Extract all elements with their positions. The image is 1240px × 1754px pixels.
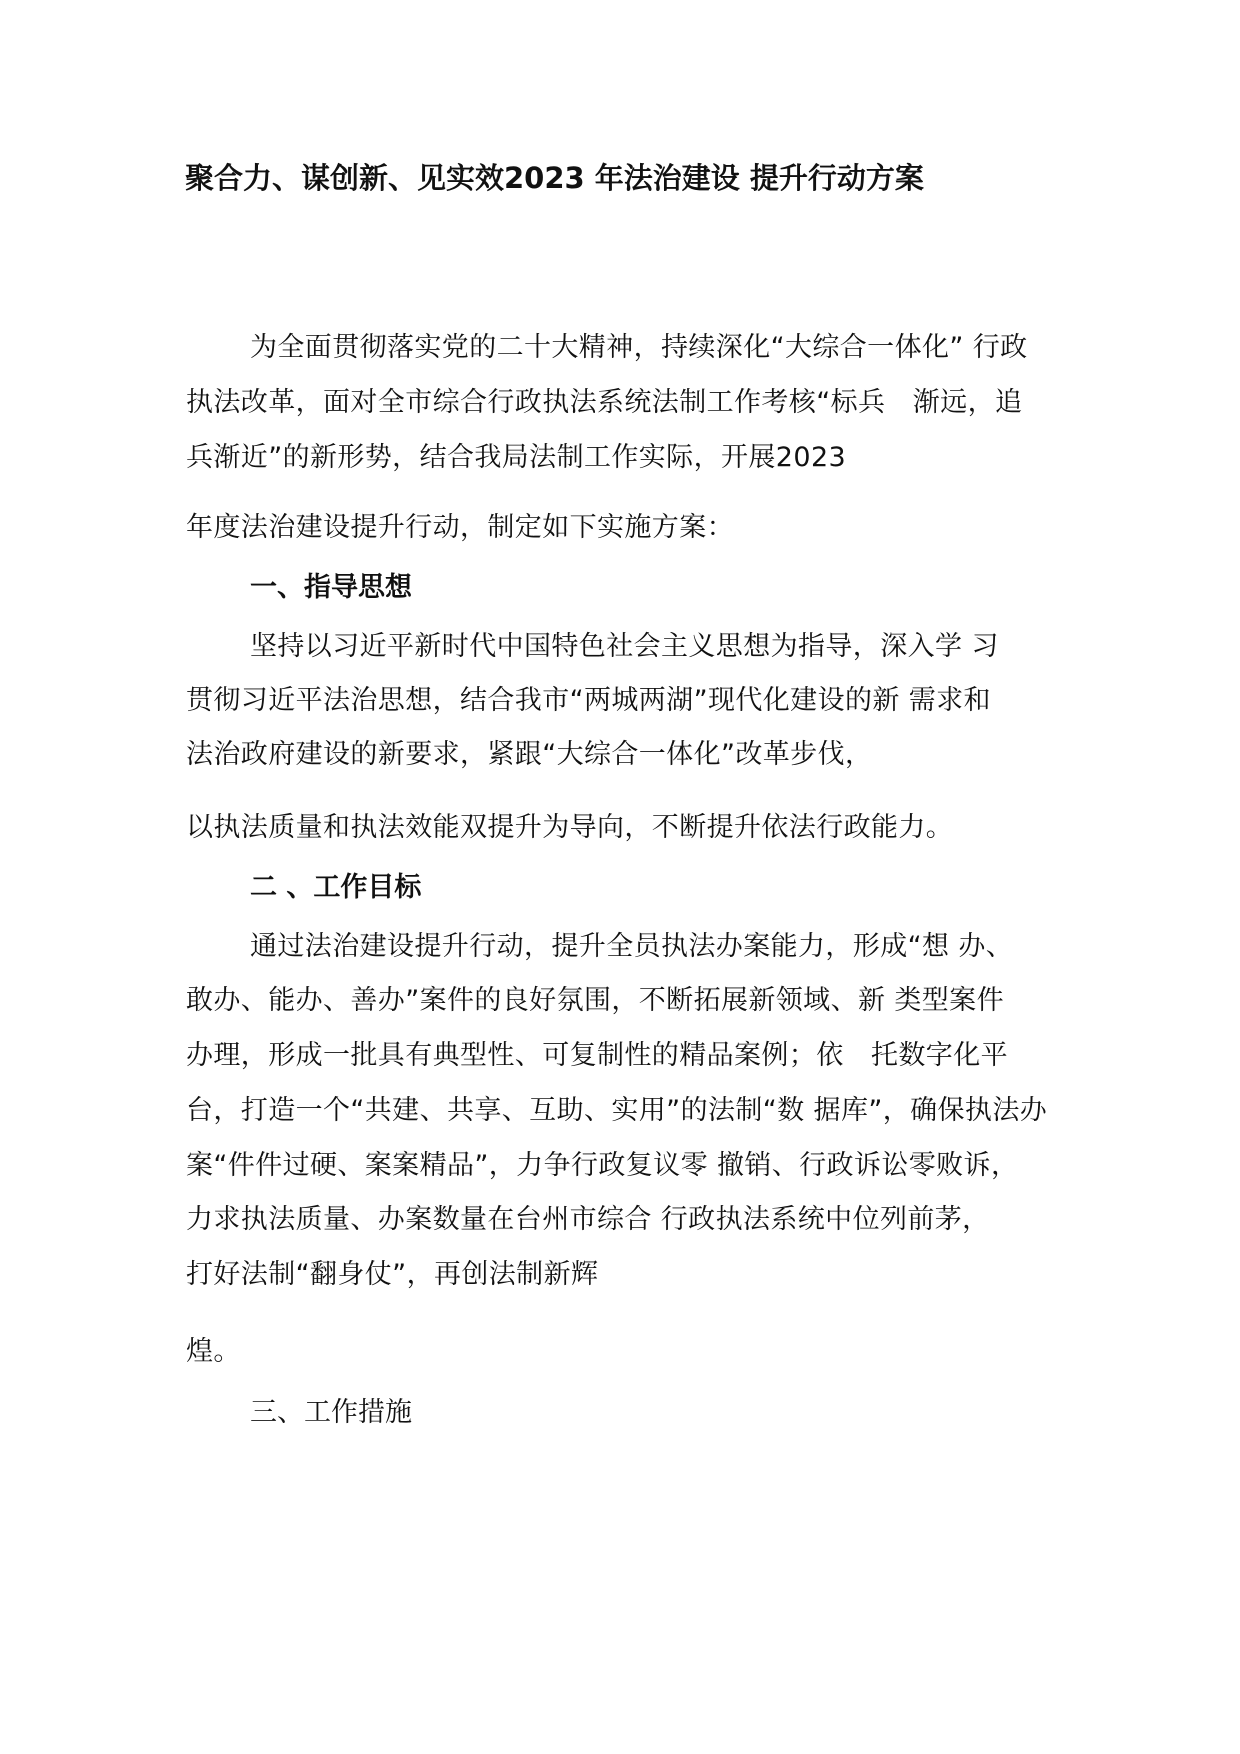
section2-line-7: 打好法制“翻身仗”，再创法制新辉 bbox=[186, 1259, 599, 1290]
document-title: 聚合力、谋创新、见实效2023 年法治建设 提升行动方案 bbox=[185, 161, 924, 195]
section-heading-guiding-ideology: 一、指导思想 bbox=[250, 572, 412, 603]
intro-line-2: 执法改革，面对全市综合行政执法系统法制工作考核“标兵 渐远，追 bbox=[186, 387, 1023, 418]
section1-line-2: 贯彻习近平法治思想，结合我市“两城两湖”现代化建设的新 需求和 bbox=[186, 685, 991, 716]
intro-line-4: 年度法治建设提升行动，制定如下实施方案： bbox=[186, 512, 734, 543]
section2-line-2: 敢办、能办、善办”案件的良好氛围，不断拓展新领域、新 类型案件 bbox=[186, 985, 1004, 1016]
section2-line-4: 台，打造一个“共建、共享、互助、实用”的法制“数 据库”，确保执法办 bbox=[186, 1095, 1048, 1126]
section2-line-3: 办理，形成一批具有典型性、可复制性的精品案例；依 托数字化平 bbox=[186, 1040, 1008, 1071]
section1-line-4: 以执法质量和执法效能双提升为导向，不断提升依法行政能力。 bbox=[186, 812, 954, 843]
section2-line-8: 煌。 bbox=[186, 1336, 241, 1367]
section-heading-work-measures: 三、工作措施 bbox=[250, 1397, 412, 1428]
section-heading-work-goals: 二 、工作目标 bbox=[250, 872, 422, 903]
intro-line-3: 兵渐近”的新形势，结合我局法制工作实际，开展2023 bbox=[186, 442, 847, 473]
section2-line-6: 力求执法质量、办案数量在台州市综合 行政执法系统中位列前茅， bbox=[186, 1204, 990, 1235]
section2-line-1: 通过法治建设提升行动，提升全员执法办案能力，形成“想 办、 bbox=[250, 931, 1014, 962]
intro-line-1: 为全面贯彻落实党的二十大精神，持续深化“大综合一体化” 行政 bbox=[250, 332, 1028, 363]
section1-line-3: 法治政府建设的新要求，紧跟“大综合一体化”改革步伐， bbox=[186, 739, 873, 770]
section2-line-5: 案“件件过硬、案案精品”，力争行政复议零 撤销、行政诉讼零败诉， bbox=[186, 1150, 1019, 1181]
section1-line-1: 坚持以习近平新时代中国特色社会主义思想为指导，深入学 习 bbox=[250, 631, 999, 662]
